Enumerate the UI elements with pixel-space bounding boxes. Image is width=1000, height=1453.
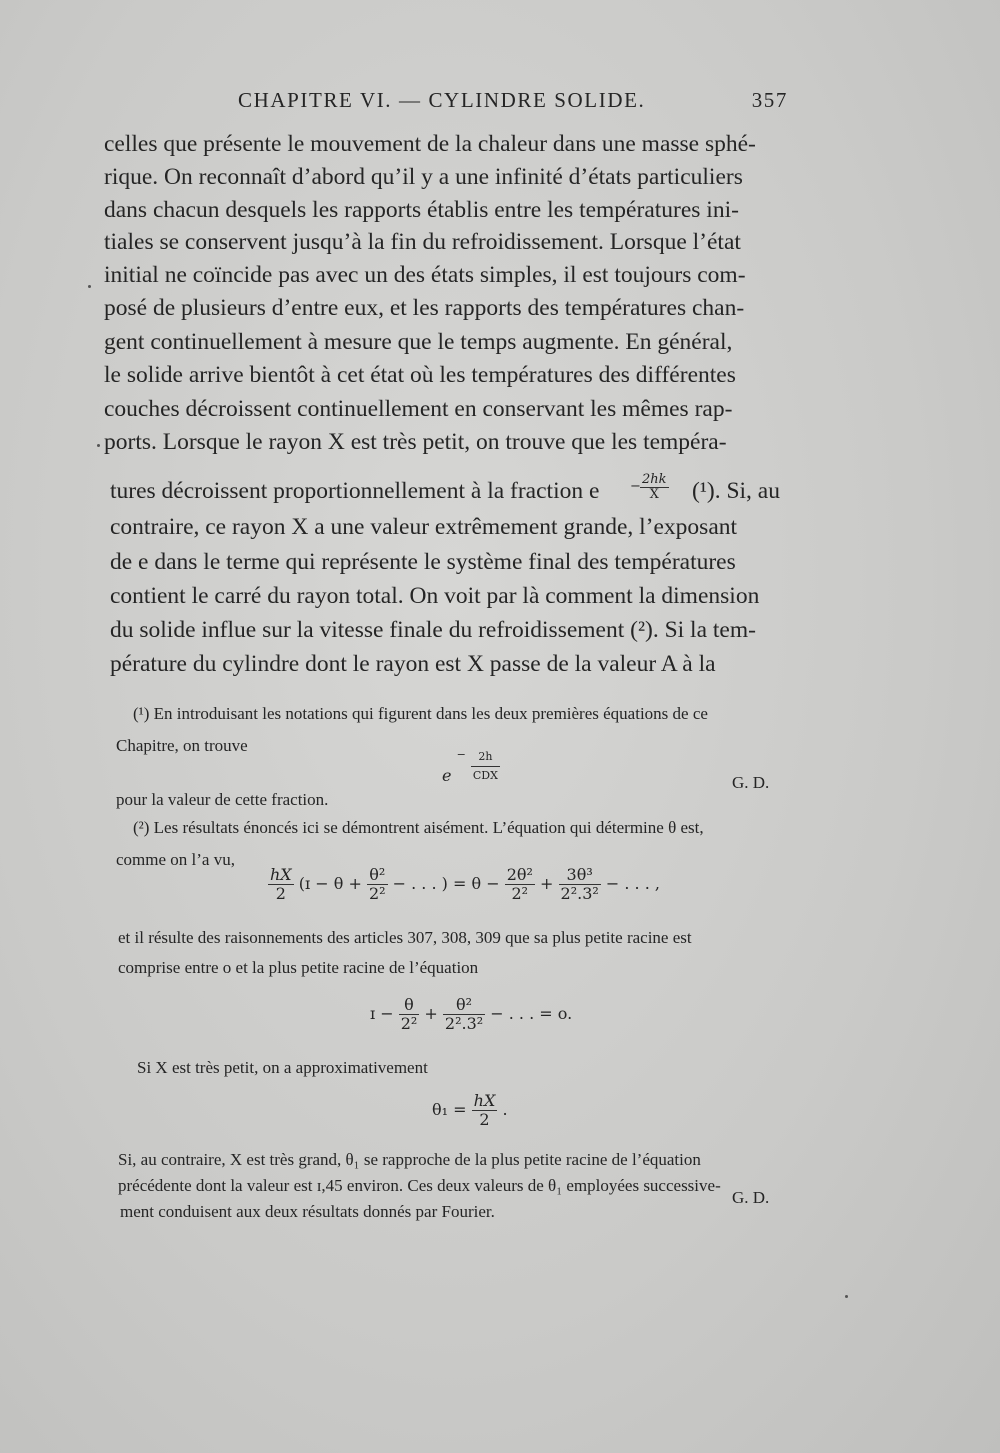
footnote-2-signature: G. D.: [732, 1188, 770, 1207]
eq1-inner-den: 2²: [368, 884, 386, 903]
eq1-r1-num: 2θ²: [506, 865, 533, 884]
footnote-2-line: Si, au contraire, X est très grand, θ₁ se rapproche de la plus petite racine de l’équation: [118, 1150, 701, 1169]
eq3-den: 2: [479, 1110, 490, 1129]
eq1-tail: − . . . ,: [605, 874, 660, 893]
eq1-inner-b: − . . . ) = θ −: [392, 874, 500, 893]
chapter-title: CHAPITRE VI. — CYLINDRE SOLIDE.: [238, 88, 646, 112]
eq2-a: ɪ −: [370, 1004, 394, 1023]
footnote-2-line: et il résulte des raisonnements des articles 307, 308, 309 que sa plus petite racine est: [118, 928, 692, 947]
body-line: de e dans le terme qui représente le système final des températures: [110, 549, 736, 575]
body-line: couches décroissent continuellement en conservant les mêmes rap-: [104, 396, 733, 422]
footnote-2-line: ment conduisent aux deux résultats donnés par Fourier.: [120, 1202, 495, 1221]
formula-denominator: CDX: [472, 769, 498, 782]
eq1-lhs-fraction: [268, 866, 294, 903]
eq2-f2-den: 2².3²: [444, 1014, 484, 1033]
eq1-r1-fraction: [505, 866, 535, 903]
eq3-tail: .: [502, 1100, 508, 1119]
body-line-tail: (¹). Si, au: [692, 478, 780, 504]
body-line: pérature du cylindre dont le rayon est X passe de la valeur A à la: [110, 651, 716, 677]
eq2-f2: [443, 996, 485, 1033]
scan-speck: [97, 444, 100, 447]
exponent-denominator: X: [649, 487, 659, 502]
scan-speck: [845, 1295, 848, 1298]
body-line: tures décroissent proportionnellement à la fraction e: [110, 478, 600, 504]
formula-numerator: 2h: [471, 748, 500, 767]
eq1-inner-num: θ²: [367, 866, 388, 885]
eq1-r2-num: 3θ³: [559, 866, 601, 885]
eq1-lhs-den: 2: [275, 884, 286, 903]
exponent-numerator: 2hk: [642, 472, 667, 487]
footnote-1-line: (¹) En introduisant les notations qui figurent dans les deux premières équations de ce: [133, 704, 708, 723]
equation-2: [370, 996, 572, 1033]
page-number: 357: [751, 88, 788, 112]
eq1-r1-den: 2²: [511, 884, 529, 903]
body-line: contient le carré du rayon total. On voit par là comment la dimension: [110, 583, 760, 609]
exponent-sign: −: [630, 479, 641, 494]
eq1-r2-den: 2².3²: [560, 884, 599, 903]
scan-speck: [88, 285, 91, 288]
exponent-fraction: [640, 473, 669, 502]
footnote-1-signature: G. D.: [732, 773, 770, 792]
equation-1: [268, 866, 660, 903]
eq3-fraction: [472, 1092, 498, 1129]
body-line: contraire, ce rayon X a une valeur extrêmement grande, l’exposant: [110, 514, 738, 540]
footnote-2-line: précédente dont la valeur est ɪ,45 environ. Ces deux valeurs de θ₁ employées successive-: [118, 1176, 721, 1195]
body-line: initial ne coïncide pas avec un des états simples, il est toujours com-: [104, 262, 746, 288]
footnote-2-line: comprise entre o et la plus petite racine de l’équation: [118, 958, 479, 977]
eq2-f2-num: θ²: [443, 996, 485, 1015]
body-line: gent continuellement à mesure que le temps augmente. En général,: [104, 329, 733, 355]
footnote-2-line: comme on l’a vu,: [116, 850, 235, 869]
running-header: [238, 88, 788, 118]
eq1-r2-fraction: [559, 866, 601, 903]
body-line: le solide arrive bientôt à cet état où les températures des différentes: [104, 362, 736, 388]
footnote-1-line: Chapitre, on trouve: [116, 736, 248, 755]
footnote-2-line: Si X est très petit, on a approximativement: [137, 1058, 428, 1077]
body-line: du solide influe sur la vitesse finale du refroidissement (²). Si la tem-: [110, 617, 756, 643]
formula-sign: −: [456, 748, 466, 761]
body-line: dans chacun desquels les rapports établis entre les températures ini-: [104, 197, 739, 223]
equation-3: [432, 1092, 508, 1129]
eq2-plus: +: [424, 1004, 438, 1023]
formula-base: e: [442, 766, 452, 785]
eq1-inner-fraction: [367, 866, 388, 903]
body-line: posé de plusieurs d’entre eux, et les rapports des températures chan-: [104, 295, 745, 321]
body-line: celles que présente le mouvement de la chaleur dans une masse sphé-: [104, 131, 756, 157]
body-line: tiales se conservent jusqu’à la fin du refroidissement. Lorsque l’état: [104, 229, 741, 255]
formula-exponent: [471, 748, 500, 785]
body-line: rique. On reconnaît d’abord qu’il y a une infinité d’états particuliers: [104, 164, 743, 190]
footnote-1-line: pour la valeur de cette fraction.: [116, 790, 329, 809]
eq1-lhs-num: hX: [270, 865, 292, 884]
footnote-2-line: (²) Les résultats énoncés ici se démontrent aisément. L’équation qui détermine θ est,: [133, 818, 704, 837]
eq1-inner-a: (ɪ − θ +: [298, 874, 362, 893]
eq3-num: hX: [473, 1091, 496, 1110]
body-line: ports. Lorsque le rayon X est très petit, on trouve que les tempéra-: [104, 429, 727, 455]
eq2-tail: − . . . = o.: [490, 1004, 573, 1023]
eq2-f1: [399, 996, 420, 1033]
eq1-plus: +: [540, 874, 554, 893]
eq3-lhs: θ₁ =: [432, 1100, 467, 1119]
eq2-f1-num: θ: [399, 996, 420, 1015]
eq2-f1-den: 2²: [400, 1014, 418, 1033]
footnote-1-formula: [442, 748, 500, 785]
